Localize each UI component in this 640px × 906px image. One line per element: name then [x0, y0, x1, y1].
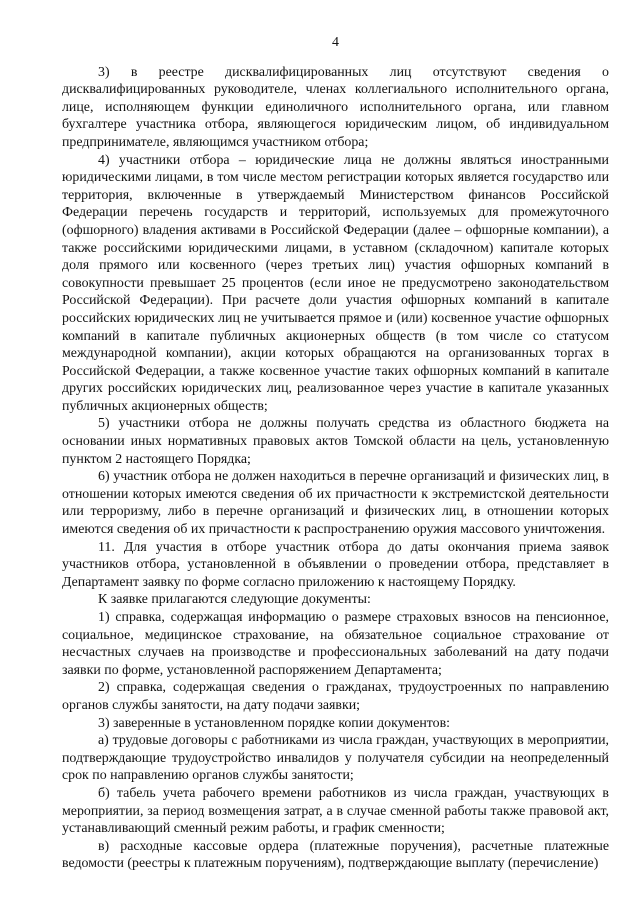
paragraph-item-3: 3) в реестре дисквалифицированных лиц отсутствуют сведения о дисквалифицированных руководителе, членах коллегиального исполнительного органа, лице, исполняющем функции единоличного исполнительного органа, или главном бухгалтере участника отбора, являющегося юридическим лицом, об индивидуальном предпринимателе, являющимся участником отбора; [62, 64, 609, 150]
paragraph-item-4: 4) участники отбора – юридические лица не должны являться иностранными юридическими лицами, в том числе местом регистрации которых является государство или территория, включенные в утверждаемый Министерством финансов Российской Федерации перечень государств и территорий, используемых для промежуточного (офшорного) владения активами в Российской Федерации (далее – офшорные компании), а также российскими юридическими лицами, в уставном (складочном) капитале которых доля прямого или косвенного (через третьих лиц) участия офшорных компаний в совокупности превышает 25 процентов (если иное не предусмотрено законодательством Российской Федерации). При расчете доли участия офшорных компаний в капитале российских юридических лиц не учитывается прямое и (или) косвенное участие офшорных компаний в капитале публичных акционерных обществ (в том числе со статусом международной компании), акции которых обращаются на организованных торгах в Российской Федерации, а также косвенное участие таких офшорных компаний в капитале других российских юридических лиц, реализованное через участие в капитале указанных публичных акционерных обществ; [62, 152, 609, 414]
paragraph-item-5: 5) участники отбора не должны получать средства из областного бюджета на основании иных нормативных правовых актов Томской области на цель, установленную пунктом 2 настоящего Порядка; [62, 416, 609, 467]
paragraph-document-3a: а) трудовые договоры с работниками из числа граждан, участвующих в мероприятии, подтверждающие трудоустройство инвалидов у получателя субсидии на неопределенный срок по направлению органов службы занятости; [62, 733, 609, 784]
paragraph-document-3b: б) табель учета рабочего времени работников из числа граждан, участвующих в мероприятии, за период возмещения затрат, а в случае сменной работы также правовой акт, устанавливающий сменный режим работы, и график сменности; [62, 785, 609, 837]
paragraph-document-1: 1) справка, содержащая информацию о размере страховых взносов на пенсионное, социальное, медицинское страхование, на обязательное социальное страхование от несчастных случаев на производстве и профессиональных заболеваний на дату подачи заявки по форме, установленной распоряжением Департамента; [62, 610, 609, 678]
paragraph-document-3v: в) расходные кассовые ордера (платежные поручения), расчетные платежные ведомости (реестры к платежным поручениям), подтверждающие выплату (перечисление) [62, 838, 609, 872]
page-number: 4 [332, 35, 339, 50]
paragraph-documents-intro: К заявке прилагаются следующие документы: [98, 592, 371, 608]
paragraph-document-3: 3) заверенные в установленном порядке копии документов: [98, 715, 451, 731]
paragraph-document-2: 2) справка, содержащая сведения о гражданах, трудоустроенных по направлению органов службы занятости, на дату подачи заявки; [62, 680, 609, 713]
paragraph-item-6: 6) участник отбора не должен находиться в перечне организаций и физических лиц, в отношении которых имеются сведения об их причастности к экстремистской деятельности или терроризму, либо в перечне организаций и физических лиц, в отношении которых имеются сведения об их причастности к распространению оружия массового уничтожения. [62, 469, 609, 538]
paragraph-clause-11: 11. Для участия в отборе участник отбора до даты окончания приема заявок участников отбора, установленной в объявлении о проведении отбора, представляет в Департамент заявку по форме согласно приложению к настоящему Порядку. [62, 539, 609, 590]
